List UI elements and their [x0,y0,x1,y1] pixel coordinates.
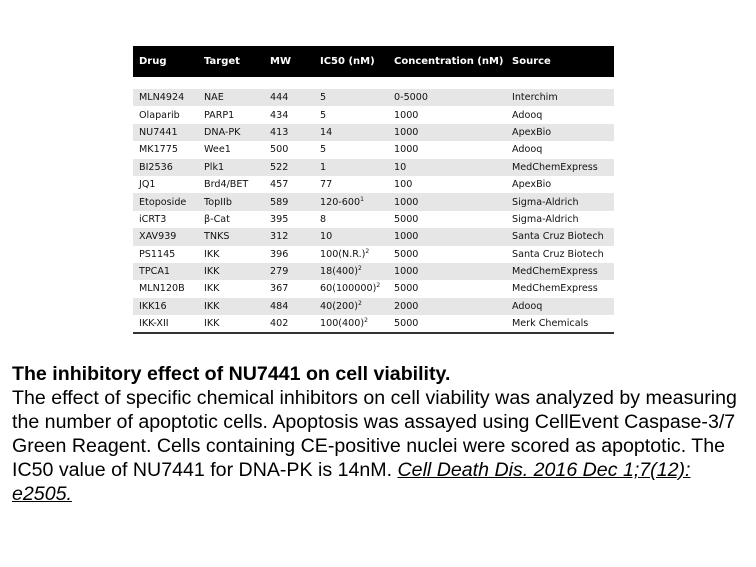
cell-drug: MK1775 [139,144,178,156]
cell-concentration: 1000 [388,124,506,141]
cell-source: MedChemExpress [512,283,598,295]
table-spacer-row [133,77,614,89]
cell-source: ApexBio [512,179,552,191]
cell-target: IKK [204,248,220,260]
cell-concentration: 5000 [394,213,419,225]
cell-target: NAE [198,89,264,106]
header-ic50: IC50 (nM) [314,46,388,77]
cell-drug: NU7441 [133,124,198,141]
cell-mw: 484 [264,298,314,315]
cell-drug: Etoposide [133,193,198,210]
cell-mw: 434 [270,109,289,121]
table-row [133,263,614,280]
table-row [133,315,614,333]
cell-concentration: 1000 [388,228,506,245]
cell-concentration: 1000 [388,263,506,280]
cell-mw: 312 [264,228,314,245]
cell-source: Adooq [512,109,543,121]
cell-drug: MLN120B [139,283,185,295]
cell-target: IKK [198,315,264,333]
table-row [133,106,614,123]
cell-target: DNA-PK [198,124,264,141]
footnote-mark: 2 [364,317,368,325]
cell-target: IKK [198,298,264,315]
header-concentration: Concentration (nM) [388,46,506,77]
cell-mw: 589 [264,193,314,210]
cell-ic50: 1 [314,159,388,176]
cell-concentration: 1000 [394,144,419,156]
cell-concentration: 1000 [394,109,419,121]
footnote-mark: 2 [358,264,362,272]
cell-drug: MLN4924 [133,89,198,106]
cell-mw: 522 [264,159,314,176]
cell-source: Sigma-Aldrich [506,193,614,210]
header-mw: MW [264,46,314,77]
cell-target: Brd4/BET [204,179,249,191]
cell-target: IKK [198,263,264,280]
cell-target: β-Cat [204,213,230,225]
cell-target: Wee1 [204,144,231,156]
cell-source: Adooq [512,144,543,156]
cell-concentration: 0-5000 [388,89,506,106]
cell-drug: IKK16 [133,298,198,315]
citation-link[interactable]: Cell Death Dis. 2016 Dec 1;7(12): e2505. [12,459,691,505]
cell-mw: 457 [270,179,289,191]
cell-source: Santa Cruz Biotech [506,228,614,245]
figure-caption [12,362,752,506]
header-source: Source [506,46,614,77]
header-target: Target [198,46,264,77]
cell-ic50: 40(200)$^2$ [314,298,388,315]
cell-ic50: 5 [320,109,327,121]
cell-mw: 396 [270,248,289,260]
cell-concentration: 5000 [394,248,419,260]
table-row [133,141,614,158]
cell-source: Merk Chemicals [506,315,614,333]
drug-table [133,46,614,334]
cell-concentration: 100 [394,179,413,191]
table-row [133,124,614,141]
cell-ic50: 10 [314,228,388,245]
drug-table-figure [133,46,614,334]
cell-source: Interchim [506,89,614,106]
cell-concentration: 10 [388,159,506,176]
cell-target: TNKS [198,228,264,245]
table-row [133,228,614,245]
cell-source: Adooq [506,298,614,315]
cell-ic50: 120-600$^1$ [314,193,388,210]
cell-drug: Olaparib [139,109,180,121]
cell-drug: TPCA1 [133,263,198,280]
table-row [133,280,614,297]
cell-source: Sigma-Aldrich [512,213,579,225]
cell-ic50: 14 [314,124,388,141]
table-row [133,298,614,315]
cell-mw: 402 [264,315,314,333]
cell-drug: JQ1 [139,179,156,191]
footnote-mark: 2 [376,282,381,290]
header-drug: Drug [133,46,198,77]
cell-drug: iCRT3 [139,213,167,225]
cell-source: Santa Cruz Biotech [512,248,604,260]
table-row [133,176,614,193]
cell-mw: 279 [264,263,314,280]
cell-target: Plk1 [198,159,264,176]
cell-mw: 500 [270,144,289,156]
table-body [133,77,614,333]
caption-body: The effect of specific chemical inhibitors on cell viability was analyzed by measuring the number of apoptotic cells. Apoptosis was assayed using CellEvent Caspase-3/7 Green Reagent. Cells containing CE-positive nuclei were scored as apoptotic. The IC50 value of NU7441 for DNA-PK is 14nM. [12,387,737,481]
cell-mw: 367 [270,283,289,295]
cell-drug: BI2536 [133,159,198,176]
cell-ic50: 18(400)$^2$ [314,263,388,280]
cell-ic50: 60(100000)$^2$ [320,282,381,295]
cell-ic50: 77 [320,179,333,191]
cell-mw: 395 [270,213,289,225]
footnote-mark: 2 [358,299,362,307]
cell-ic50: 100(400)$^2$ [314,315,388,333]
caption-title: The inhibitory effect of NU7441 on cell viability. [12,363,451,385]
cell-mw: 444 [264,89,314,106]
cell-source: MedChemExpress [506,263,614,280]
table-row [133,246,614,263]
cell-drug: IKK-XII [133,315,198,333]
cell-ic50: 100(N.R.)$^2$ [320,247,370,260]
cell-target: PARP1 [204,109,235,121]
cell-target: IKK [204,283,220,295]
cell-mw: 413 [264,124,314,141]
cell-concentration: 2000 [388,298,506,315]
cell-ic50: 5 [320,144,327,156]
cell-concentration: 1000 [388,193,506,210]
cell-concentration: 5000 [394,283,419,295]
footnote-mark: 2 [365,247,370,255]
cell-ic50: 5 [314,89,388,106]
table-row [133,159,614,176]
cell-concentration: 5000 [388,315,506,333]
footnote-mark: 1 [360,195,364,203]
table-header-row [133,46,614,77]
cell-source: MedChemExpress [506,159,614,176]
cell-drug: PS1145 [139,248,176,260]
table-row [133,89,614,106]
cell-ic50: 8 [320,213,327,225]
cell-drug: XAV939 [133,228,198,245]
table-row [133,211,614,228]
cell-source: ApexBio [506,124,614,141]
table-row [133,193,614,210]
cell-target: TopIIb [198,193,264,210]
